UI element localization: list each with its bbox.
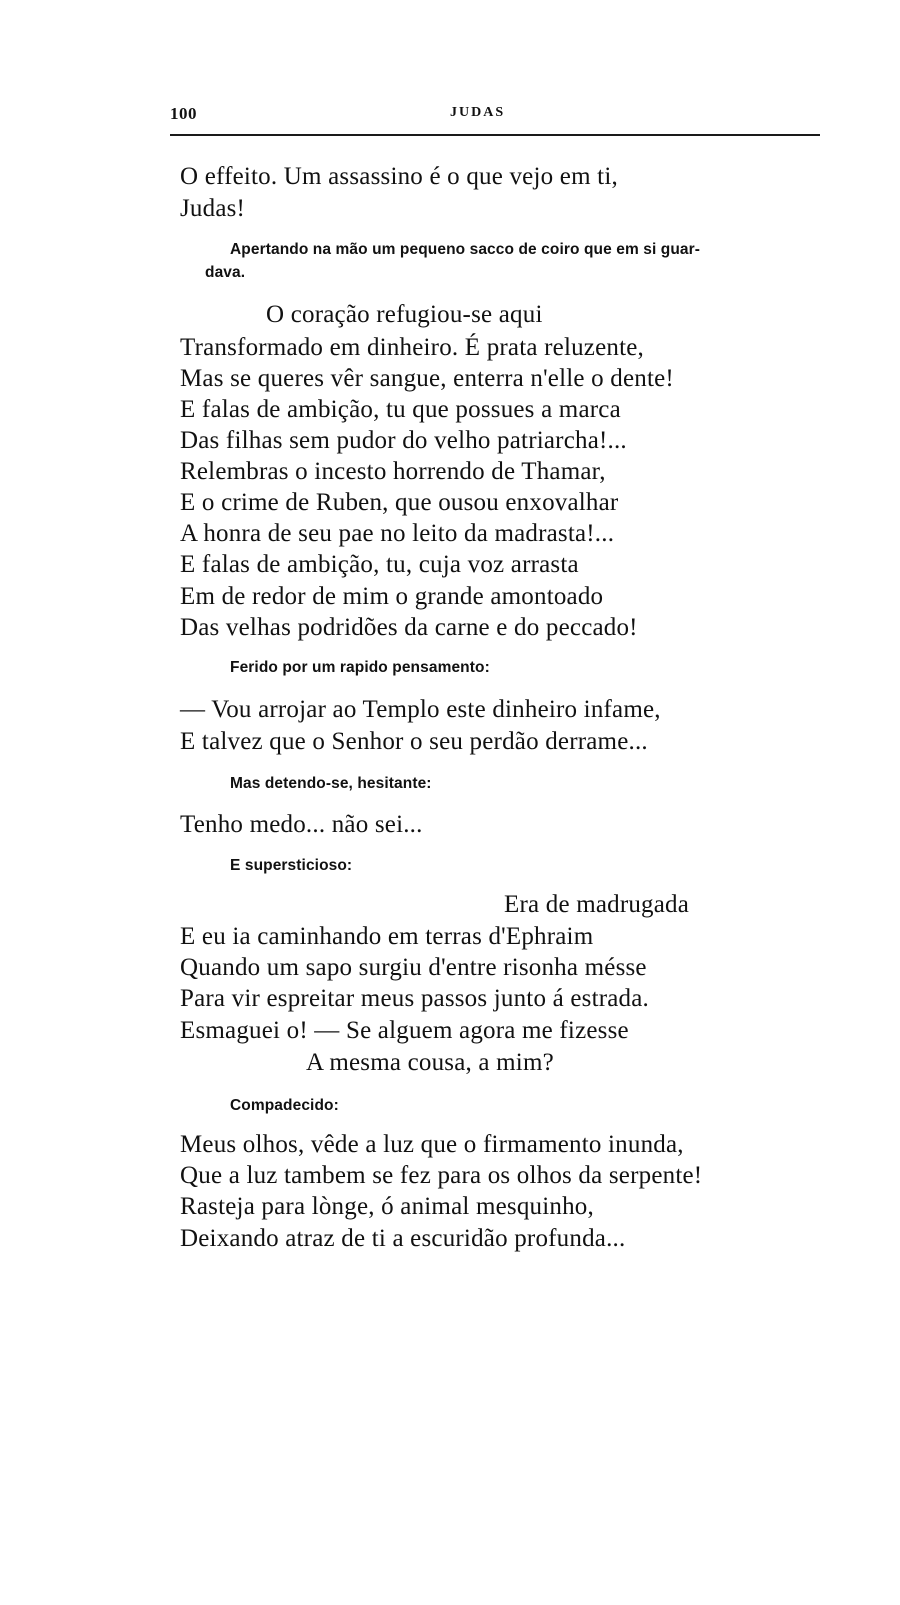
stage-direction: Mas detendo-se, hesitante: bbox=[230, 775, 432, 792]
verse-line: Que a luz tambem se fez para os olhos da serpente! bbox=[180, 1162, 703, 1189]
running-title: JUDAS bbox=[450, 105, 506, 120]
verse-line: Transformado em dinheiro. É prata reluzente, bbox=[180, 334, 644, 361]
verse-line: E o crime de Ruben, que ousou enxovalhar bbox=[180, 489, 619, 516]
verse-line: Deixando atraz de ti a escuridão profunda... bbox=[180, 1225, 626, 1252]
verse-line: E talvez que o Senhor o seu perdão derrame... bbox=[180, 728, 648, 755]
verse-line: Judas! bbox=[180, 195, 246, 222]
stage-direction: dava. bbox=[205, 264, 246, 281]
page-number: 100 bbox=[170, 104, 197, 123]
verse-line: Rasteja para lònge, ó animal mesquinho, bbox=[180, 1193, 594, 1220]
verse-line: Das filhas sem pudor do velho patriarcha!... bbox=[180, 427, 627, 454]
verse-line: Esmaguei o! — Se alguem agora me fizesse bbox=[180, 1017, 629, 1044]
verse-line: O effeito. Um assassino é o que vejo em ti, bbox=[180, 163, 618, 190]
verse-line: Tenho medo... não sei... bbox=[180, 811, 423, 838]
header-rule bbox=[170, 134, 820, 136]
verse-line: Em de redor de mim o grande amontoado bbox=[180, 583, 604, 610]
verse-line: A mesma cousa, a mim? bbox=[306, 1049, 554, 1076]
stage-direction: Apertando na mão um pequeno sacco de coiro que em si guar- bbox=[230, 241, 701, 258]
verse-line: Para vir espreitar meus passos junto á estrada. bbox=[180, 985, 649, 1012]
verse-line: A honra de seu pae no leito da madrasta!... bbox=[180, 520, 615, 547]
stage-direction: E supersticioso: bbox=[230, 857, 353, 874]
stage-direction: Ferido por um rapido pensamento: bbox=[230, 659, 490, 676]
page-header bbox=[170, 100, 820, 130]
verse-line: E falas de ambição, tu, cuja voz arrasta bbox=[180, 551, 579, 578]
verse-line: E eu ia caminhando em terras d'Ephraim bbox=[180, 923, 594, 950]
verse-line: Das velhas podridões da carne e do peccado! bbox=[180, 614, 638, 641]
verse-line: Mas se queres vêr sangue, enterra n'elle o dente! bbox=[180, 365, 674, 392]
verse-line: O coração refugiou-se aqui bbox=[266, 301, 543, 328]
verse-line: — Vou arrojar ao Templo este dinheiro infame, bbox=[180, 696, 661, 723]
verse-line: Relembras o incesto horrendo de Thamar, bbox=[180, 458, 606, 485]
verse-line: Meus olhos, vêde a luz que o firmamento inunda, bbox=[180, 1131, 684, 1158]
verse-line: Quando um sapo surgiu d'entre risonha mésse bbox=[180, 954, 647, 981]
verse-line: Era de madrugada bbox=[504, 891, 690, 918]
stage-direction: Compadecido: bbox=[230, 1097, 339, 1114]
verse-line: E falas de ambição, tu que possues a marca bbox=[180, 396, 621, 423]
